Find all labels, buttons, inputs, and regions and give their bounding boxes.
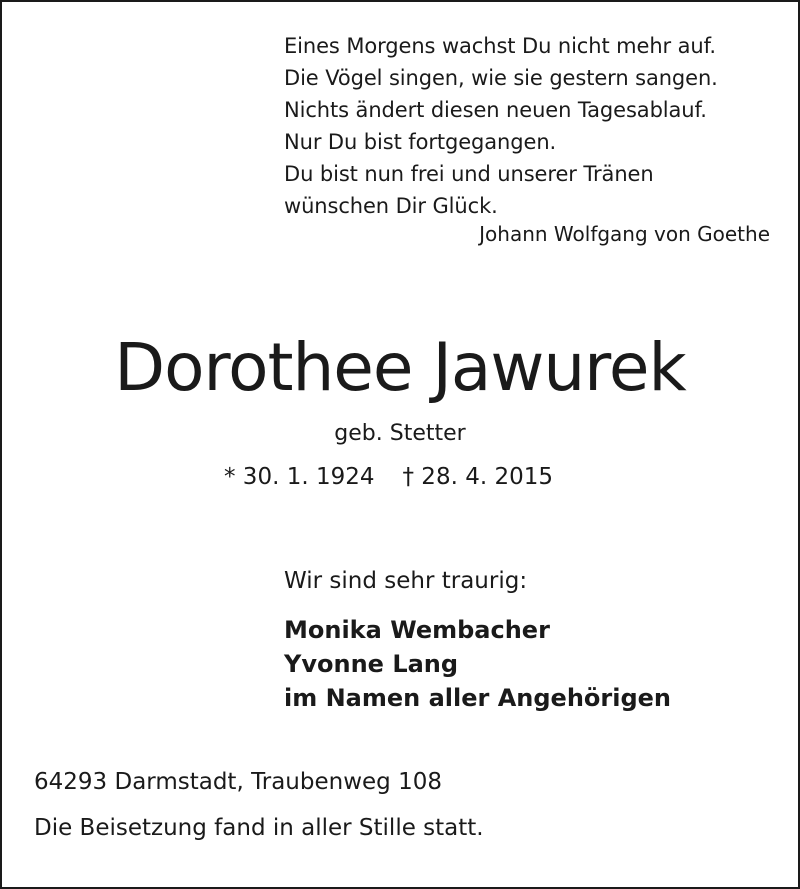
mourner-name: Yvonne Lang [284, 650, 459, 678]
burial-note: Die Beisetzung fand in aller Stille statt. [34, 815, 484, 841]
mourners-list [284, 613, 671, 715]
life-dates [224, 464, 553, 490]
poem [284, 30, 774, 222]
maiden-name: geb. Stetter [334, 421, 466, 446]
poem-line: Nichts ändert diesen neuen Tagesablauf. [284, 98, 707, 122]
death-date: † 28. 4. 2015 [402, 464, 553, 490]
poem-line: Die Vögel singen, wie sie gestern sangen. [284, 66, 718, 90]
deceased-name: Dorothee Jawurek [114, 329, 686, 406]
mourners-intro: Wir sind sehr traurig: [284, 568, 528, 594]
mourner-name: Monika Wembacher [284, 616, 550, 644]
poem-line: Nur Du bist fortgegangen. [284, 130, 557, 154]
poem-line: Eines Morgens wachst Du nicht mehr auf. [284, 34, 716, 58]
poem-line: Du bist nun frei und unserer Tränen [284, 162, 654, 186]
birth-date: * 30. 1. 1924 [224, 464, 375, 490]
poem-line: wünschen Dir Glück. [284, 194, 498, 218]
address: 64293 Darmstadt, Traubenweg 108 [34, 769, 442, 795]
poem-author: Johann Wolfgang von Goethe [479, 222, 770, 246]
mourner-name: im Namen aller Angehörigen [284, 684, 672, 712]
